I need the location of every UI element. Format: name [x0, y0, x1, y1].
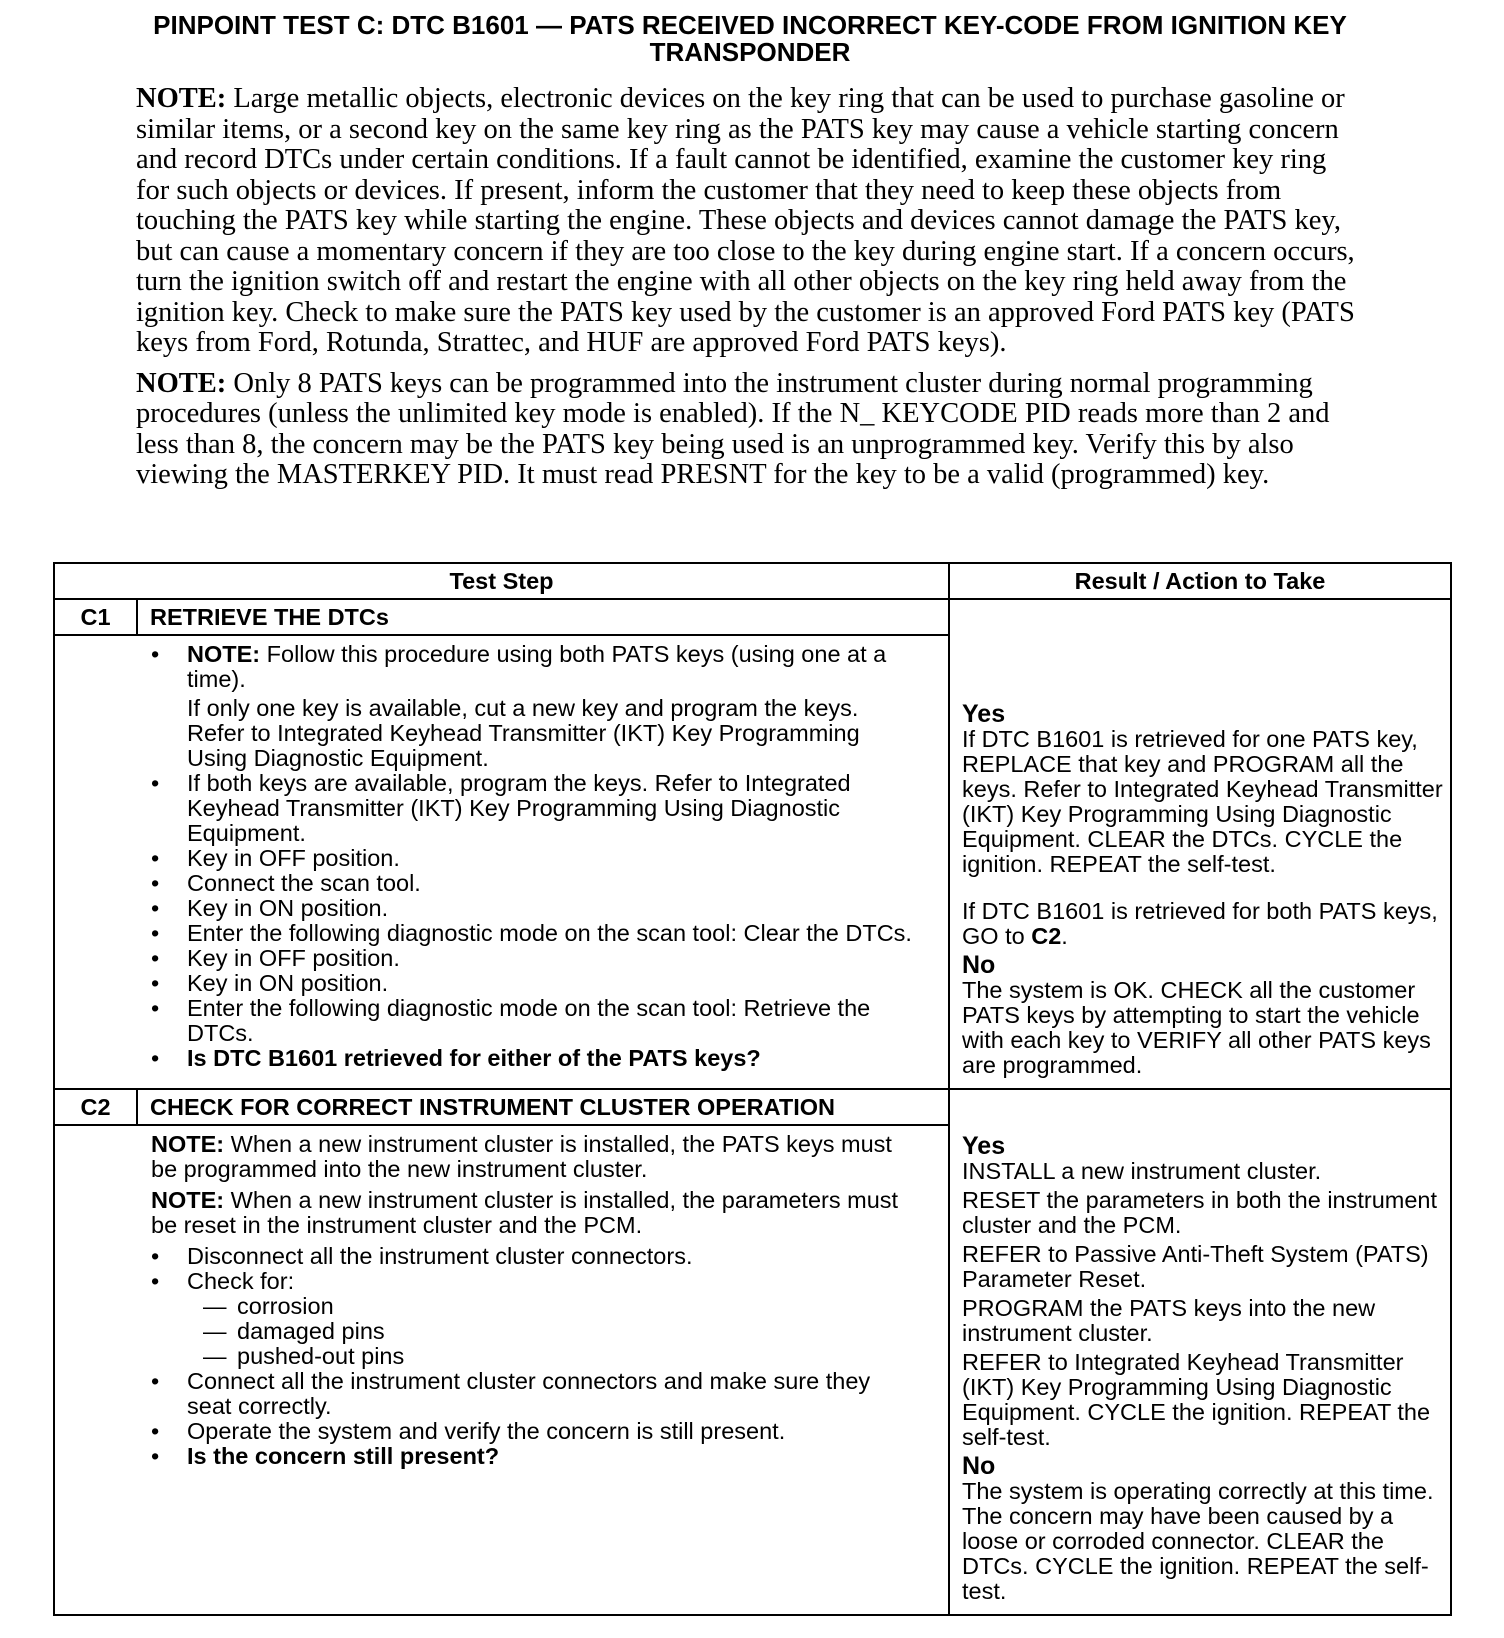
step-c1-body — [54, 635, 949, 1089]
no-label: No — [962, 951, 996, 979]
yes-label: Yes — [962, 1132, 1006, 1160]
note-paragraph — [136, 369, 1356, 491]
note-text: Only 8 PATS keys can be programmed into the instrument cluster during normal programming procedures (unless the unlimited key mode is enabled). If the N_ KEYCODE PID reads more than 2 and less than 8, the concern may be the PATS key being used is an unprogrammed key. Verify this by also viewing the MASTERKEY PID. It must read PRESNT for the key to be a valid (programmed) key. — [136, 367, 1330, 490]
note-text: Large metallic objects, electronic devices on the key ring that can be used to purchase gasoline or similar items, or a second key on the same key ring as the PATS key may cause a vehicle starting concern and record DTCs under certain conditions. If a fault cannot be identified, examine the customer key ring for such objects or devices. If present, inform the customer that they need to keep these objects from touching the PATS key while starting the engine. These objects and devices cannot damage the PATS key, but can cause a momentary concern if they are too close to the key during engine start. If a concern occurs, turn the ignition switch off and restart the engine with all other objects on the key ring held away from the ignition key. Check to make sure the PATS key used by the customer is an approved Ford PATS key (PATS keys from Ford, Rotunda, Strattec, and HUF are approved Ford PATS keys). — [136, 83, 1355, 358]
step-c2-result — [949, 1089, 1451, 1615]
yes-line: REFER to Integrated Keyhead Transmitter (IKT) Key Programming Using Diagnostic Equipment. CYCLE the ignition. REPEAT the self-test. — [962, 1349, 1431, 1450]
sub-item: — corrosion — [151, 1294, 918, 1319]
list-item: • If both keys are available, program the keys. Refer to Integrated Keyhead Transmitter (IKT) Key Programming Using Diagnostic Equipment. — [151, 771, 918, 846]
list-item: • Connect all the instrument cluster connectors and make sure they seat correctly. — [151, 1369, 918, 1419]
list-item: • Check for: — [151, 1269, 918, 1294]
note-label: NOTE: — [136, 367, 227, 399]
note-paragraph — [151, 1132, 918, 1182]
no-label: No — [962, 1452, 996, 1480]
sub-item: — damaged pins — [151, 1319, 918, 1344]
list-item: • Enter the following diagnostic mode on the scan tool: Clear the DTCs. — [151, 921, 918, 946]
step-c2-title-row — [54, 1089, 1451, 1125]
list-item: • Key in ON position. — [151, 896, 918, 921]
yes-line: INSTALL a new instrument cluster. — [962, 1158, 1322, 1184]
note-paragraph — [136, 84, 1356, 359]
note-label: NOTE: — [151, 1187, 225, 1213]
list-item: • Connect the scan tool. — [151, 871, 918, 896]
yes-text: If DTC B1601 is retrieved for one PATS key, REPLACE that key and PROGRAM all the keys. Refer to Integrated Keyhead Transmitter (IKT) Key Programming Using Diagnostic Equipment. CLEAR the DTCs. CYCLE the ignition. REPEAT the self-test. — [962, 726, 1443, 877]
list-item: • Disconnect all the instrument cluster connectors. — [151, 1244, 918, 1269]
list-item: If only one key is available, cut a new key and program the keys. Refer to Integrated Keyhead Transmitter (IKT) Key Programming Using Diagnostic Equipment. — [187, 695, 860, 771]
step-list — [151, 642, 918, 1071]
yes-label: Yes — [962, 700, 1006, 728]
page-title: PINPOINT TEST C: DTC B1601 — PATS RECEIVED INCORRECT KEY-CODE FROM IGNITION KEY TRANSPONDER — [153, 10, 1347, 67]
question-item — [151, 1444, 918, 1469]
step-c1-title-row — [54, 599, 1451, 635]
question-text: Is the concern still present? — [187, 1443, 500, 1469]
pinpoint-test-table — [53, 562, 1452, 1616]
note-text: Follow this procedure using both PATS keys (using one at a time). — [187, 641, 887, 692]
yes-line: REFER to Passive Anti-Theft System (PATS) Parameter Reset. — [962, 1241, 1429, 1292]
no-text: The system is operating correctly at this time. The concern may have been caused by a loose or corroded connector. CLEAR the DTCs. CYCLE the ignition. REPEAT the self-test. — [962, 1478, 1434, 1604]
step-c2-body — [54, 1125, 949, 1615]
table-header-row — [54, 563, 1451, 599]
header-result: Result / Action to Take — [949, 563, 1451, 599]
step-id: C2 — [54, 1089, 137, 1125]
step-c1-result — [949, 599, 1451, 1089]
sub-item: — pushed-out pins — [151, 1344, 918, 1369]
yes-line: RESET the parameters in both the instrument cluster and the PCM. — [962, 1187, 1438, 1238]
no-text: The system is OK. CHECK all the customer PATS keys by attempting to start the vehicle with each key to VERIFY all other PATS keys are programmed. — [962, 977, 1431, 1078]
note-label: NOTE: — [187, 641, 261, 667]
notes-section — [136, 84, 1356, 501]
question-item — [151, 1046, 918, 1071]
list-item: • Key in OFF position. — [151, 846, 918, 871]
goto-step: C2 — [1031, 923, 1062, 949]
list-item: • Enter the following diagnostic mode on the scan tool: Retrieve the DTCs. — [151, 996, 918, 1046]
step-name: RETRIEVE THE DTCs — [137, 599, 949, 635]
note-text: When a new instrument cluster is installed, the parameters must be reset in the instrument cluster and the PCM. — [151, 1187, 899, 1238]
question-text: Is DTC B1601 retrieved for either of the PATS keys? — [187, 1045, 761, 1071]
list-item: • Key in ON position. — [151, 971, 918, 996]
yes-text: If DTC B1601 is retrieved for both PATS keys, GO to C2. — [962, 898, 1438, 949]
yes-text-part: If DTC B1601 is retrieved for both PATS keys, GO to — [962, 898, 1438, 949]
list-item: • Key in OFF position. — [151, 946, 918, 971]
step-name: CHECK FOR CORRECT INSTRUMENT CLUSTER OPERATION — [137, 1089, 949, 1125]
header-test-step: Test Step — [54, 563, 949, 599]
yes-line: PROGRAM the PATS keys into the new instrument cluster. — [962, 1295, 1376, 1346]
note-label: NOTE: — [136, 83, 227, 114]
list-item: • Operate the system and verify the concern is still present. — [151, 1419, 918, 1444]
note-label: NOTE: — [151, 1131, 225, 1157]
list-item — [151, 642, 918, 692]
step-list — [151, 1244, 918, 1469]
note-text: When a new instrument cluster is installed, the PATS keys must be programmed into the new instrument cluster. — [151, 1131, 892, 1182]
note-paragraph — [151, 1188, 918, 1238]
step-id: C1 — [54, 599, 137, 635]
